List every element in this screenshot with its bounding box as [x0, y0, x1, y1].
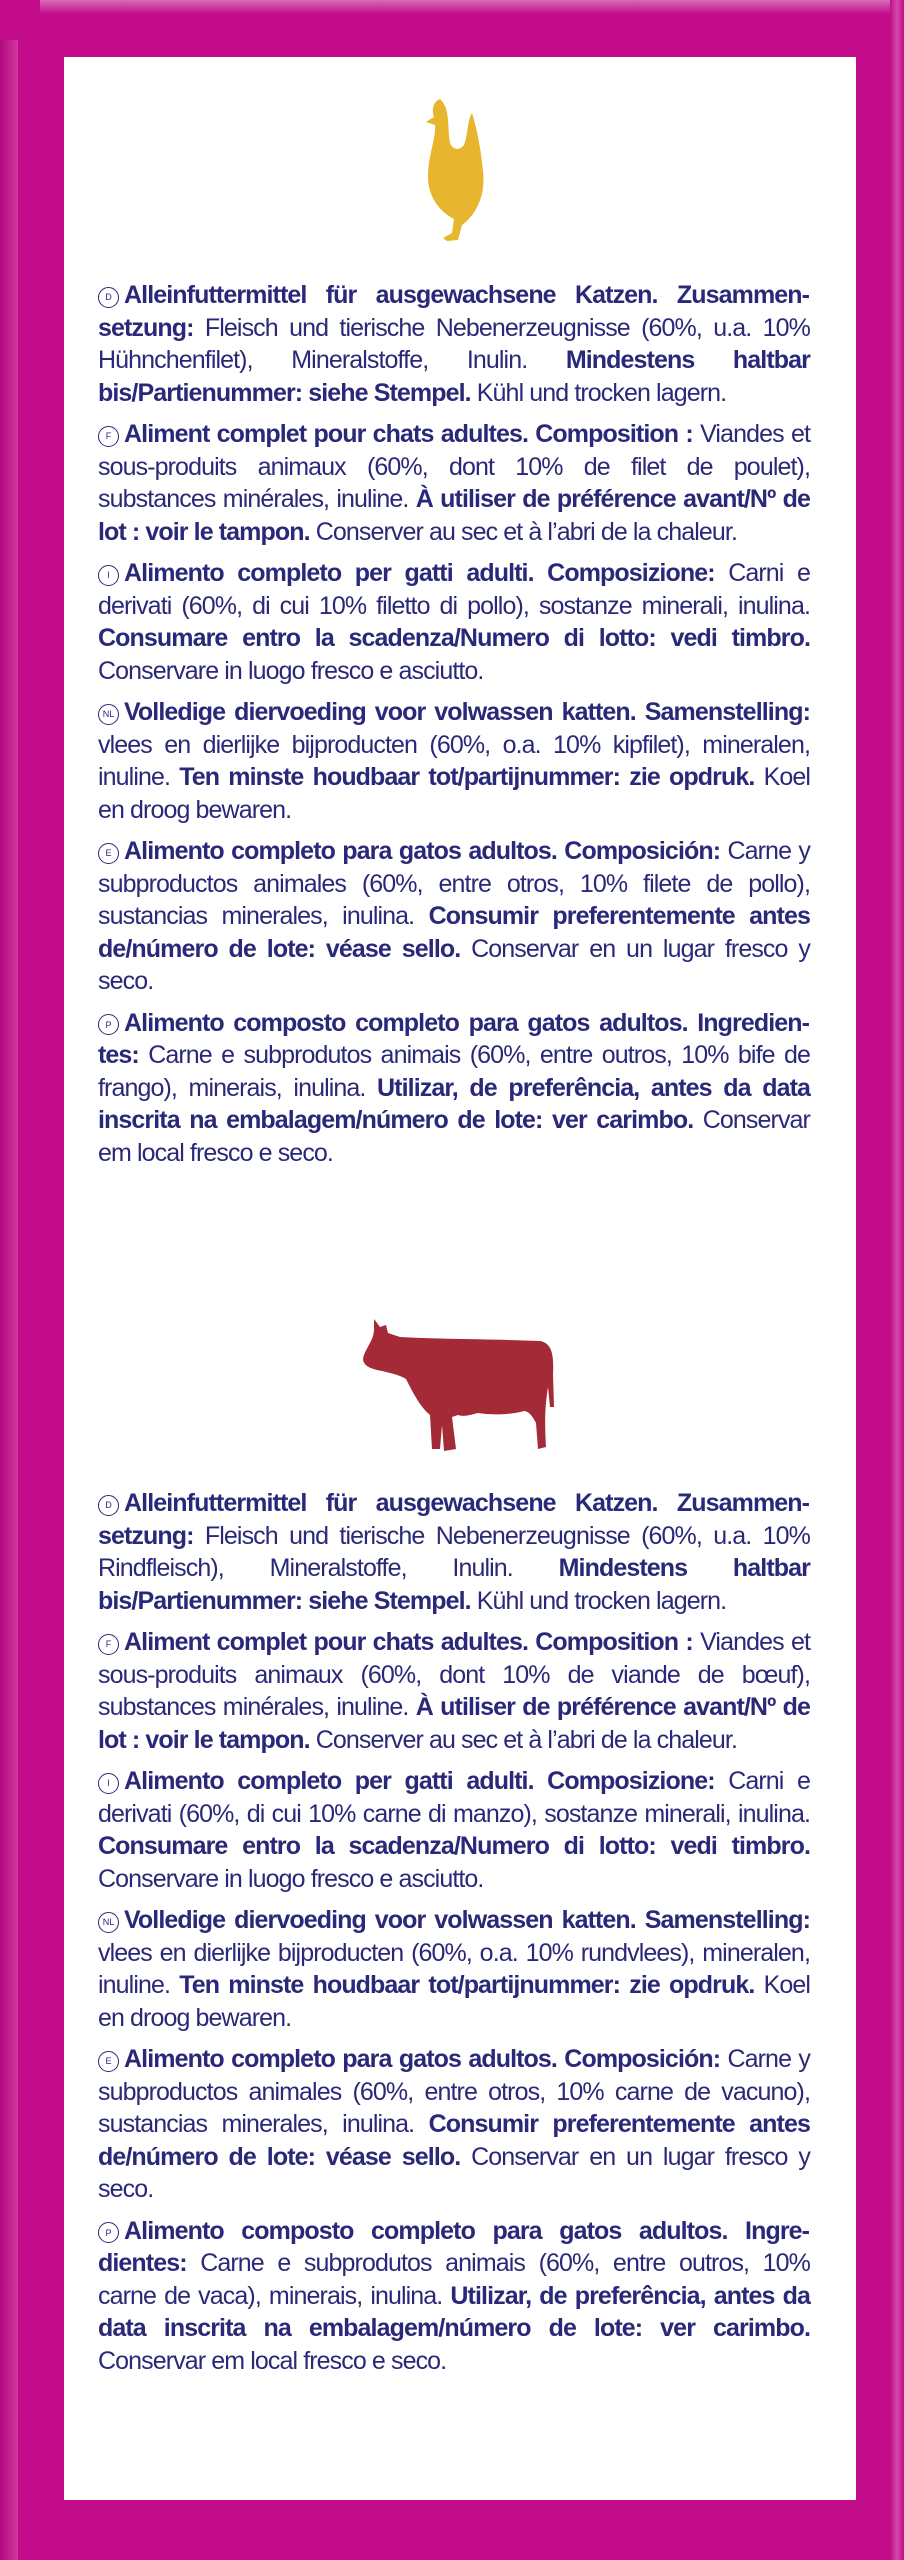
language-paragraph-i — [98, 1765, 810, 1895]
body-text: Conserver au sec et à l’abri de la chaleur. — [309, 517, 737, 546]
bold-text: Consumare entro la scadenza/Numero di lotto: vedi timbro. — [98, 624, 810, 652]
package-edge-left — [0, 40, 18, 2560]
bold-text: Consumir preferentemente antes de/número de lote: véase sello. — [98, 902, 810, 963]
bold-text: Utilizar, de preferência, antes da data inscrita na embalagem/número de lote: ver carimbo. — [98, 2281, 810, 2342]
cow-icon — [360, 1315, 560, 1455]
bold-text: Utilizar, de preferência, antes da data inscrita na embalagem/número de lote: ver carimbo. — [98, 1073, 811, 1134]
bold-text: Alleinfuttermittel für ausgewachsene Katzen. Zusammensetzung: — [98, 281, 810, 342]
body-text: vlees en dierlijke bijproducten (60%, o.a. 10% kipfilet), mineralen, inuline. — [98, 730, 810, 791]
package-edge-top — [40, 0, 900, 14]
bold-text: Volledige diervoeding voor volwassen katten. Samenstelling: — [124, 1906, 810, 1934]
body-text: Koel en droog bewaren. — [98, 763, 811, 824]
language-paragraph-i — [98, 557, 810, 687]
body-text: Fleisch und tierische Nebenerzeugnisse (60%, u.a. 10% Hühnchenfilet), Mineralstoffe, Inulin. — [98, 313, 810, 374]
bold-text: Alleinfuttermittel für ausgewachsene Katzen. Zusammensetzung: — [98, 1489, 810, 1550]
beef-variant-text — [98, 1487, 810, 2386]
language-badge-icon: NL — [98, 1912, 119, 1933]
language-badge-icon: D — [98, 287, 119, 308]
body-text: Carne e subprodutos animais (60%, entre outros, 10% carne de vaca), minerais, inulina. — [98, 2249, 810, 2310]
bold-text: Alimento completo para gatos adultos. Composición: — [124, 2045, 721, 2073]
body-text: vlees en dierlijke bijproducten (60%, o.a. 10% rundvlees), mineralen, inuline. — [98, 1938, 810, 1999]
language-paragraph-p — [98, 1007, 810, 1170]
bold-text: Alimento completo per gatti adulti. Composizione: — [124, 559, 715, 587]
bold-text: Ten minste houdbaar tot/partijnummer: zie opdruk. — [179, 763, 755, 791]
language-paragraph-nl — [98, 696, 810, 826]
language-badge-icon: F — [98, 1634, 119, 1655]
body-text: Conservare in luogo fresco e asciutto. — [98, 1864, 484, 1893]
body-text: Conservar em local fresco e seco. — [98, 2346, 447, 2375]
body-text: Koel en droog bewaren. — [98, 1971, 811, 2032]
language-paragraph-nl — [98, 1904, 810, 2034]
language-badge-icon: E — [98, 2051, 119, 2072]
body-text: Fleisch und tierische Nebenerzeugnisse (60%, u.a. 10% Rindfleisch), Mineralstoffe, Inulin. — [98, 1521, 810, 1582]
label-panel — [64, 57, 856, 2500]
language-badge-icon: P — [98, 2222, 119, 2243]
bold-text: Consumir preferentemente antes de/número de lote: véase sello. — [98, 2110, 810, 2171]
language-paragraph-d — [98, 279, 810, 409]
body-text: Conservar en un lugar fresco y seco. — [98, 2142, 810, 2203]
cow-icon-wrap — [64, 1315, 856, 1455]
bold-text: Alimento composto completo para gatos adultos. Ingredientes: — [98, 2216, 810, 2277]
language-paragraph-d — [98, 1487, 810, 1617]
bold-text: Aliment complet pour chats adultes. Composition : — [124, 1628, 693, 1656]
body-text: Viandes et sous-produits animaux (60%, dont 10% de filet de poulet), substances minérales, inuline. — [98, 420, 810, 513]
body-text: Kühl und trocken lagern. — [470, 1586, 727, 1615]
language-badge-icon: I — [98, 1773, 119, 1794]
body-text: Carni e derivati (60%, di cui 10% carne di manzo), sostanze minerali, inulina. — [98, 1767, 810, 1828]
bold-text: À utiliser de préférence avant/Nº de lot : voir le tampon. — [98, 485, 810, 546]
package-edge-right — [890, 0, 904, 2560]
chicken-variant-text — [98, 279, 810, 1178]
language-badge-icon: I — [98, 565, 119, 586]
bold-text: Aliment complet pour chats adultes. Composition : — [124, 420, 693, 448]
body-text: Carne y subproductos animales (60%, entre otros, 10% filete de pollo), sustancias minerales, inulina. — [98, 837, 810, 930]
body-text: Conservare in luogo fresco e asciutto. — [98, 656, 484, 685]
bold-text: Alimento composto completo para gatos adultos. Ingredientes: — [98, 1008, 810, 1069]
bold-text: Mindestens haltbar bis/Partienummer: siehe Stempel. — [98, 1554, 810, 1615]
language-paragraph-e — [98, 835, 810, 998]
body-text: Kühl und trocken lagern. — [470, 378, 727, 407]
bold-text: Alimento completo per gatti adulti. Composizione: — [124, 1767, 715, 1795]
language-badge-icon: NL — [98, 704, 119, 725]
bold-text: Ten minste houdbaar tot/partijnummer: zie opdruk. — [179, 1971, 755, 1999]
language-badge-icon: D — [98, 1495, 119, 1516]
language-paragraph-e — [98, 2043, 810, 2206]
language-paragraph-p — [98, 2215, 810, 2378]
language-badge-icon: E — [98, 843, 119, 864]
bold-text: Alimento completo para gatos adultos. Composición: — [124, 837, 721, 865]
body-text: Conserver au sec et à l’abri de la chaleur. — [309, 1725, 737, 1754]
language-paragraph-f — [98, 1626, 810, 1756]
bold-text: Mindestens haltbar bis/Partienummer: siehe Stempel. — [98, 346, 810, 407]
language-badge-icon: P — [98, 1014, 119, 1035]
bold-text: Volledige diervoeding voor volwassen katten. Samenstelling: — [124, 698, 810, 726]
chicken-icon — [410, 95, 510, 255]
bold-text: Consumare entro la scadenza/Numero di lotto: vedi timbro. — [98, 1832, 810, 1860]
chicken-icon-wrap — [64, 95, 856, 255]
body-text: Carne e subprodutos animais (60%, entre outros, 10% bife de frango), minerais, inulina. — [98, 1041, 810, 1102]
body-text: Carni e derivati (60%, di cui 10% filetto di pollo), sostanze minerali, inulina. — [98, 559, 810, 620]
bold-text: À utiliser de préférence avant/Nº de lot : voir le tampon. — [98, 1693, 810, 1754]
language-paragraph-f — [98, 418, 810, 548]
language-badge-icon: F — [98, 426, 119, 447]
body-text: Conservar em local fresco e seco. — [98, 1106, 810, 1167]
body-text: Conservar en un lugar fresco y seco. — [98, 934, 810, 995]
body-text: Viandes et sous-produits animaux (60%, dont 10% de viande de bœuf), substances minérales, inuline. — [98, 1628, 810, 1721]
body-text: Carne y subproductos animales (60%, entre otros, 10% carne de vacuno), sustancias minerales, inulina. — [98, 2045, 810, 2138]
